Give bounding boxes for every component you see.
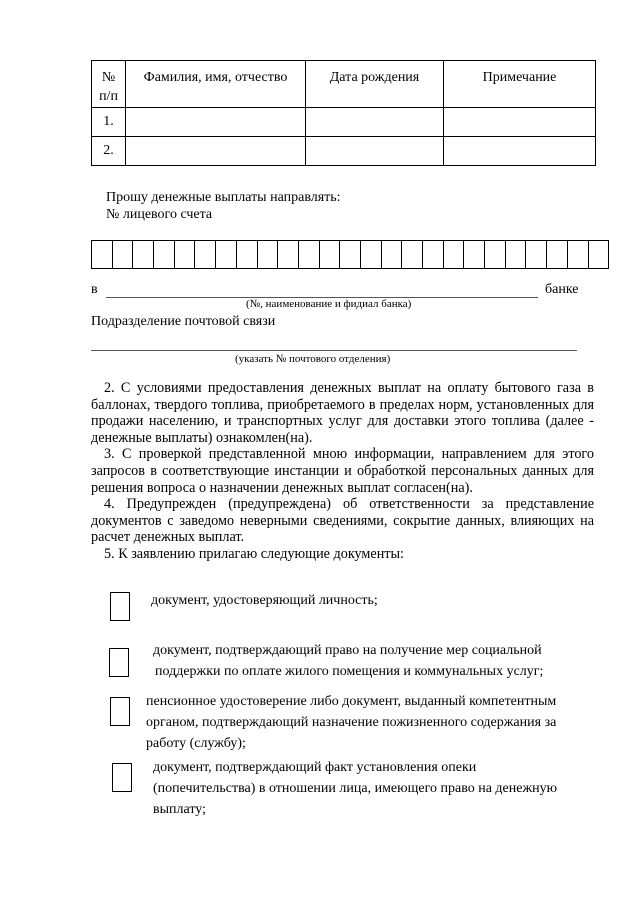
col-header-num: [92, 61, 126, 108]
account-digit-cell[interactable]: [382, 241, 403, 268]
post-office-label: Подразделение почтовой связи: [91, 314, 276, 329]
document-item-4: документ, подтверждающий факт установления опеки (попечительства) в отношении лица, имеющего право на денежную выплату;: [153, 760, 558, 817]
account-digit-cell[interactable]: [154, 241, 175, 268]
col-header-note: Примечание: [444, 61, 596, 108]
account-digit-cell[interactable]: [506, 241, 527, 268]
col-header-num-line2: п/п: [99, 89, 118, 104]
account-digit-cell[interactable]: [320, 241, 341, 268]
paragraph-4: 4. Предупрежден (предупреждена) об ответственности за представление документов с заведомо неверными сведениями, сокрытие данных, влияющих на расчет денежных выплат.: [91, 496, 594, 546]
consent-paragraphs: [91, 380, 594, 563]
account-digit-cell[interactable]: [299, 241, 320, 268]
document-item-3: пенсионное удостоверение либо документ, выданный компетентным органом, подтверждающий назначение пожизненного содержания за работу (службу);: [146, 694, 557, 751]
col-header-dob: Дата рождения: [306, 61, 444, 108]
row-note-cell[interactable]: [444, 137, 596, 166]
document-checkbox[interactable]: [110, 697, 130, 726]
account-digit-cell[interactable]: [444, 241, 465, 268]
account-digit-cell[interactable]: [340, 241, 361, 268]
row-number: 2.: [92, 137, 126, 166]
document-checkbox[interactable]: [109, 648, 129, 677]
account-digit-cell[interactable]: [464, 241, 485, 268]
account-number-label: № лицевого счета: [106, 207, 213, 222]
row-number: 1.: [92, 108, 126, 137]
family-table: [91, 60, 596, 166]
paragraph-3: 3. С проверкой представленной мною информации, направлением для этого запросов в соответствующие инстанции и обработкой персональных данных для решения вопроса о назначении денежных выплат согласен(на).: [91, 446, 594, 496]
account-digit-cell[interactable]: [113, 241, 134, 268]
document-item-2: документ, подтверждающий право на получение мер социальной поддержки по оплате жилого помещения и коммунальных услуг;: [153, 643, 544, 679]
paragraph-2: 2. С условиями предоставления денежных выплат на оплату бытового газа в баллонах, твердого топлива, приобретаемого в пределах норм, установленных для продажи населению, и транспортных услуг для доставки этого топлива (далее - денежные выплаты) ознакомлен(на).: [91, 380, 594, 446]
document-item-1: документ, удостоверяющий личность;: [151, 593, 378, 608]
row-dob-cell[interactable]: [306, 108, 444, 137]
account-digit-cell[interactable]: [92, 241, 113, 268]
row-dob-cell[interactable]: [306, 137, 444, 166]
account-digit-cell[interactable]: [237, 241, 258, 268]
account-number-boxes[interactable]: [91, 240, 609, 269]
post-office-input-line[interactable]: [91, 350, 577, 351]
account-digit-cell[interactable]: [485, 241, 506, 268]
col-header-num-line1: №: [101, 70, 116, 85]
paragraph-5: 5. К заявлению прилагаю следующие документы:: [104, 545, 404, 562]
account-digit-cell[interactable]: [361, 241, 382, 268]
account-digit-cell[interactable]: [175, 241, 196, 268]
document-checkbox[interactable]: [112, 763, 132, 792]
account-digit-cell[interactable]: [568, 241, 589, 268]
bank-prefix: в: [91, 282, 98, 297]
table-header-row: [92, 61, 596, 108]
account-digit-cell[interactable]: [258, 241, 279, 268]
account-digit-cell[interactable]: [423, 241, 444, 268]
account-digit-cell[interactable]: [547, 241, 568, 268]
account-digit-cell[interactable]: [526, 241, 547, 268]
account-digit-cell[interactable]: [195, 241, 216, 268]
row-name-cell[interactable]: [126, 137, 306, 166]
document-checkbox[interactable]: [110, 592, 130, 621]
col-header-name: Фамилия, имя, отчество: [126, 61, 306, 108]
table-row: [92, 137, 596, 166]
account-digit-cell[interactable]: [589, 241, 610, 268]
account-digit-cell[interactable]: [133, 241, 154, 268]
account-digit-cell[interactable]: [216, 241, 237, 268]
account-digit-cell[interactable]: [278, 241, 299, 268]
row-note-cell[interactable]: [444, 108, 596, 137]
bank-caption: (№, наименование и фидиал банка): [246, 298, 412, 310]
post-office-caption: (указать № почтового отделения): [235, 353, 391, 365]
bank-suffix: банке: [545, 282, 579, 297]
payment-request-text: Прошу денежные выплаты направлять:: [106, 190, 341, 205]
table-row: [92, 108, 596, 137]
row-name-cell[interactable]: [126, 108, 306, 137]
account-digit-cell[interactable]: [402, 241, 423, 268]
